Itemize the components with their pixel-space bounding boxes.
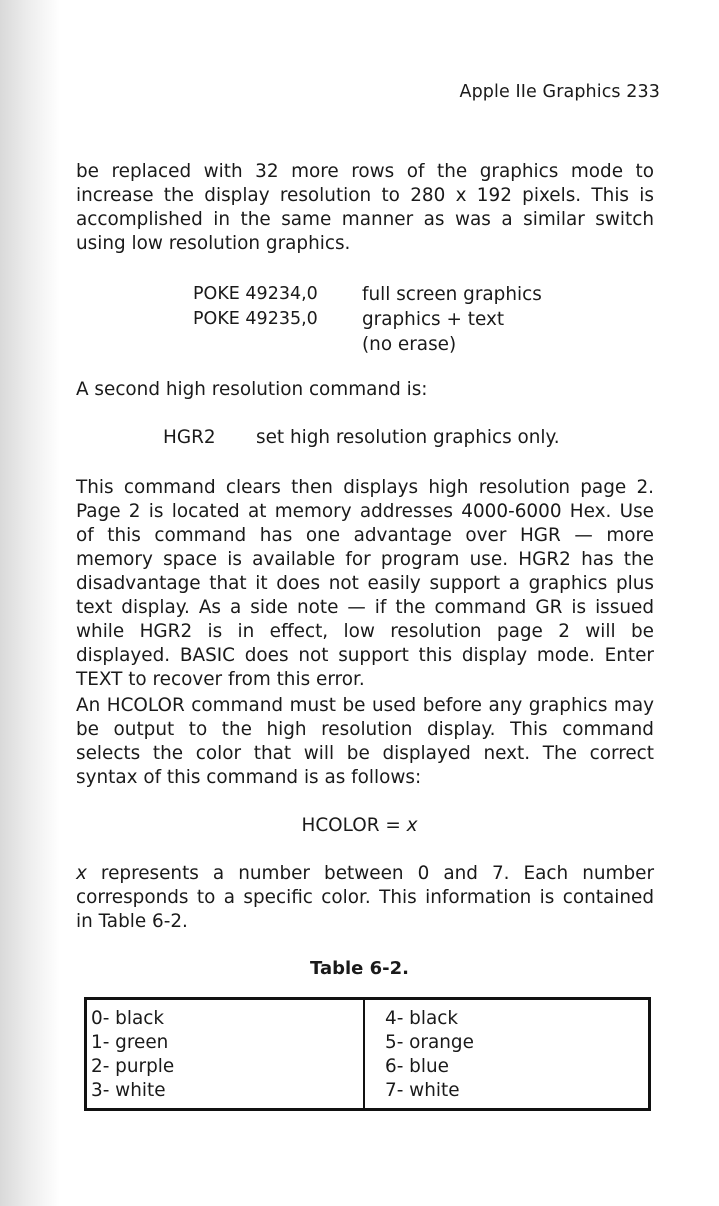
color-table-left-column: [87, 1000, 363, 1108]
color-entry: 3- white: [91, 1080, 166, 1101]
color-entry: 1- green: [91, 1032, 169, 1053]
poke-description-2: graphics + text: [362, 309, 505, 330]
poke-description-1: full screen graphics: [362, 284, 542, 305]
color-table: [84, 997, 651, 1111]
paragraph-x-explanation: [76, 862, 654, 934]
color-entry: 4- black: [385, 1008, 458, 1029]
hcolor-syntax-text: HCOLOR =: [301, 815, 407, 836]
poke-command-2: POKE 49235,0: [193, 309, 318, 329]
page-edge-shadow: [0, 0, 60, 1206]
hcolor-syntax-variable: x: [406, 815, 418, 836]
poke-command-1: POKE 49234,0: [193, 284, 318, 304]
color-table-right-column: [363, 1000, 648, 1108]
paragraph-second-command: A second high resolution command is:: [76, 379, 428, 400]
paragraph-hgr2-explanation: This command clears then displays high resolution page 2. Page 2 is located at memory addresses 4000-6000 Hex. Use of this command has one advantage over HGR — more memory space is available for program use. HGR2 has the disadvantage that it does not easily support a graphics plus text display. As a side note — if the command GR is issued while HGR2 is in effect, low resolution page 2 will be displayed. BASIC does not support this display mode. Enter TEXT to recover from this error.: [76, 477, 654, 690]
x-explanation-text: represents a number between 0 and 7. Each number corresponds to a specific color. This information is contained in Table 6-2.: [76, 863, 654, 932]
color-entry: 7- white: [385, 1080, 460, 1101]
hgr2-command: HGR2: [163, 427, 216, 448]
hgr2-description: set high resolution graphics only.: [256, 427, 560, 448]
color-entry: 5- orange: [385, 1032, 474, 1053]
paragraph-hcolor-intro: An HCOLOR command must be used before any graphics may be output to the high resolution display. This command selects the color that will be displayed next. The correct syntax of this command is as follows:: [76, 695, 654, 788]
running-header: Apple IIe Graphics 233: [459, 82, 660, 102]
color-entry: 6- blue: [385, 1056, 449, 1077]
poke-description-3: (no erase): [362, 334, 457, 355]
color-entry: 0- black: [91, 1008, 164, 1029]
x-variable: x: [76, 863, 87, 884]
paragraph-resolution: be replaced with 32 more rows of the graphics mode to increase the display resolution to 280 x 192 pixels. This is accomplished in the same manner as was a similar switch using low resolution graphics.: [76, 161, 654, 254]
hcolor-syntax: [0, 815, 719, 836]
table-title: Table 6-2.: [310, 958, 409, 979]
color-entry: 2- purple: [91, 1056, 175, 1077]
